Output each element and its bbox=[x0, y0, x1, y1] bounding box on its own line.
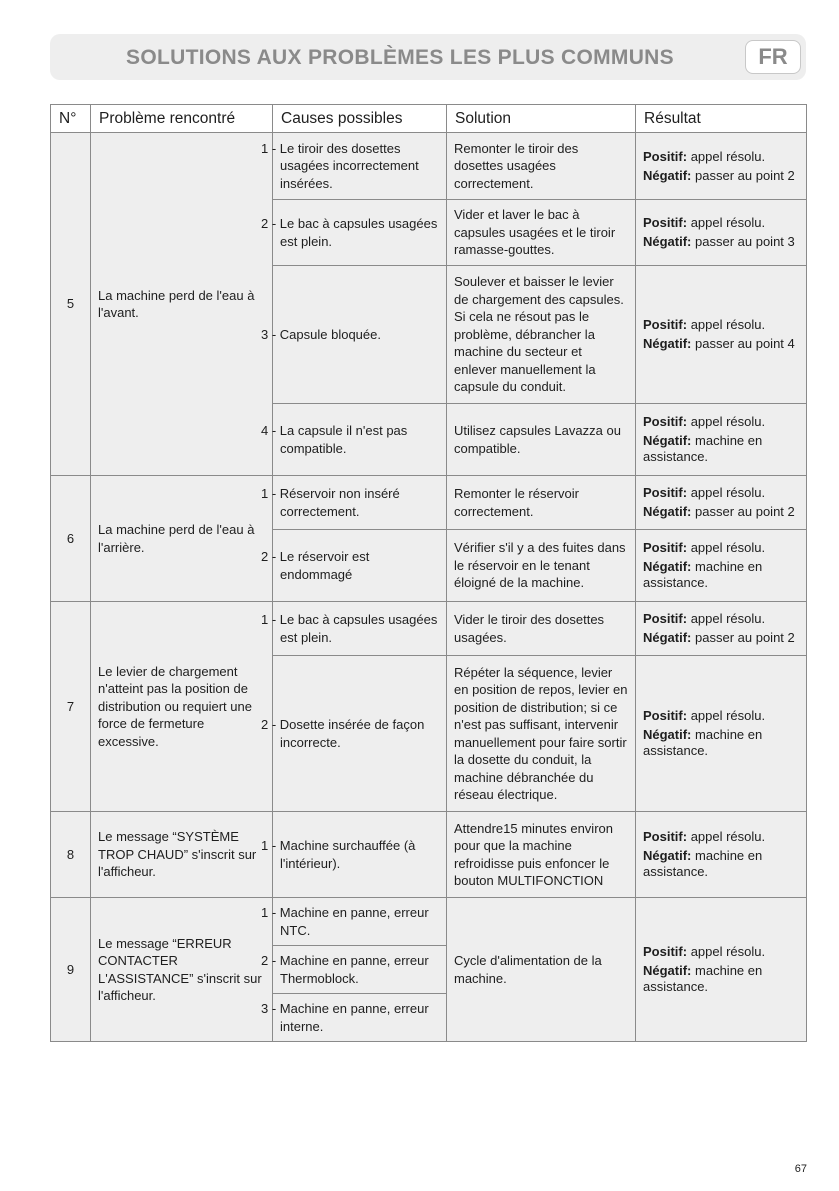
result-cell bbox=[636, 898, 807, 1042]
table-row bbox=[51, 812, 807, 898]
result-negative-label: Négatif: bbox=[643, 630, 692, 645]
result-positive-label: Positif: bbox=[643, 829, 688, 844]
result-negative-label: Négatif: bbox=[643, 504, 692, 519]
result-cell bbox=[636, 602, 807, 656]
result-positive-text: appel résolu. bbox=[690, 215, 766, 230]
problem-description: Le message “ERREUR CONTACTER L'ASSISTANCE” s'inscrit sur l'afficheur. bbox=[91, 898, 273, 1042]
cause-cell: 4 - La capsule il n'est pas compatible. bbox=[273, 404, 447, 476]
result-negative-text: passer au point 4 bbox=[695, 336, 795, 351]
problem-description: Le levier de chargement n'atteint pas la position de distribution ou requiert une force de fermeture excessive. bbox=[91, 602, 273, 812]
result-positive-text: appel résolu. bbox=[690, 611, 766, 626]
solution-cell: Cycle d'alimentation de la machine. bbox=[447, 898, 636, 1042]
result-positive-text: appel résolu. bbox=[690, 708, 766, 723]
result-positive-label: Positif: bbox=[643, 148, 688, 164]
result-positive-label: Positif: bbox=[643, 944, 688, 959]
result-positive-text: appel résolu. bbox=[690, 485, 766, 500]
cause-cell: 1 - Le tiroir des dosettes usagées incorrectement insérées. bbox=[273, 133, 447, 200]
solution-cell: Attendre15 minutes environ pour que la machine refroidisse puis enfoncer le bouton MULTIFONCTION bbox=[447, 812, 636, 898]
table-row bbox=[51, 602, 807, 656]
problem-description: La machine perd de l'eau à l'avant. bbox=[91, 133, 273, 476]
result-cell bbox=[636, 476, 807, 530]
header-bar bbox=[50, 34, 806, 80]
result-positive-text: appel résolu. bbox=[690, 148, 766, 164]
problem-number: 5 bbox=[51, 133, 91, 476]
table-header-row bbox=[51, 105, 807, 133]
result-positive-text: appel résolu. bbox=[690, 414, 766, 429]
solution-cell: Utilisez capsules Lavazza ou compatible. bbox=[447, 404, 636, 476]
result-cell bbox=[636, 530, 807, 602]
result-negative-text: passer au point 2 bbox=[695, 630, 795, 645]
column-header-result: Résultat bbox=[636, 105, 807, 133]
table-row bbox=[51, 898, 807, 946]
language-badge: FR bbox=[745, 40, 801, 74]
cause-cell: 2 - Le bac à capsules usagées est plein. bbox=[273, 200, 447, 266]
solution-cell: Soulever et baisser le levier de chargement des capsules. Si cela ne résout pas le problème, débrancher la machine du secteur et enlever manuellement la capsule du conduit. bbox=[447, 266, 636, 404]
result-negative-text: machine en assistance. bbox=[643, 727, 763, 758]
result-positive-text: appel résolu. bbox=[690, 540, 766, 555]
result-positive-label: Positif: bbox=[643, 485, 688, 500]
result-cell bbox=[636, 812, 807, 898]
solution-cell: Vérifier s'il y a des fuites dans le réservoir en le tenant éloigné de la machine. bbox=[447, 530, 636, 602]
result-negative-text: machine en assistance. bbox=[643, 848, 763, 879]
result-negative-text: machine en assistance. bbox=[643, 559, 763, 590]
column-header-solution: Solution bbox=[447, 105, 636, 133]
cause-cell: 1 - Machine surchauffée (à l'intérieur). bbox=[273, 812, 447, 898]
problem-description: La machine perd de l'eau à l'arrière. bbox=[91, 476, 273, 602]
column-header-causes: Causes possibles bbox=[273, 105, 447, 133]
result-negative-label: Négatif: bbox=[643, 167, 692, 183]
result-cell bbox=[636, 133, 807, 200]
solution-cell: Répéter la séquence, levier en position de repos, levier en position de distribution; si ce n'est pas suffisant, intervenir manuellement pour faire sortir la dosette du conduit, la machine débranchée du réseau électrique. bbox=[447, 656, 636, 812]
column-header-problem: Problème rencontré bbox=[91, 105, 273, 133]
problem-number: 9 bbox=[51, 898, 91, 1042]
result-positive-label: Positif: bbox=[643, 611, 688, 626]
result-negative-text: passer au point 2 bbox=[695, 167, 795, 183]
troubleshooting-table bbox=[50, 104, 807, 1042]
result-negative-text: machine en assistance. bbox=[643, 433, 763, 464]
solution-cell: Vider et laver le bac à capsules usagées et le tiroir ramasse-gouttes. bbox=[447, 200, 636, 266]
result-negative-text: machine en assistance. bbox=[643, 963, 763, 994]
page-title: SOLUTIONS AUX PROBLÈMES LES PLUS COMMUNS bbox=[126, 46, 674, 69]
result-positive-label: Positif: bbox=[643, 215, 688, 230]
problem-number: 7 bbox=[51, 602, 91, 812]
result-negative-label: Négatif: bbox=[643, 848, 692, 863]
result-positive-label: Positif: bbox=[643, 708, 688, 723]
table-row bbox=[51, 476, 807, 530]
result-positive-text: appel résolu. bbox=[690, 317, 766, 332]
result-negative-label: Négatif: bbox=[643, 559, 692, 574]
table-row bbox=[51, 133, 807, 200]
result-negative-label: Négatif: bbox=[643, 234, 692, 249]
result-cell bbox=[636, 200, 807, 266]
result-cell bbox=[636, 656, 807, 812]
column-header-number: N° bbox=[51, 105, 91, 133]
cause-cell: 3 - Machine en panne, erreur interne. bbox=[273, 994, 447, 1042]
result-negative-text: passer au point 2 bbox=[695, 504, 795, 519]
solution-cell: Remonter le réservoir correctement. bbox=[447, 476, 636, 530]
result-negative-label: Négatif: bbox=[643, 336, 692, 351]
result-positive-label: Positif: bbox=[643, 540, 688, 555]
cause-cell: 1 - Machine en panne, erreur NTC. bbox=[273, 898, 447, 946]
result-negative-label: Négatif: bbox=[643, 963, 692, 978]
result-negative-text: passer au point 3 bbox=[695, 234, 795, 249]
cause-cell: 3 - Capsule bloquée. bbox=[273, 266, 447, 404]
cause-cell: 2 - Machine en panne, erreur Thermoblock. bbox=[273, 946, 447, 994]
result-cell bbox=[636, 404, 807, 476]
result-positive-label: Positif: bbox=[643, 414, 688, 429]
solution-cell: Remonter le tiroir des dosettes usagées correctement. bbox=[447, 133, 636, 200]
result-positive-label: Positif: bbox=[643, 317, 688, 332]
result-positive-text: appel résolu. bbox=[690, 829, 766, 844]
result-cell bbox=[636, 266, 807, 404]
problem-number: 8 bbox=[51, 812, 91, 898]
solution-cell: Vider le tiroir des dosettes usagées. bbox=[447, 602, 636, 656]
problem-description: Le message “SYSTÈME TROP CHAUD” s'inscrit sur l'afficheur. bbox=[91, 812, 273, 898]
cause-cell: 1 - Le bac à capsules usagées est plein. bbox=[273, 602, 447, 656]
result-negative-label: Négatif: bbox=[643, 727, 692, 742]
page-number: 67 bbox=[794, 1163, 807, 1175]
result-positive-text: appel résolu. bbox=[690, 944, 766, 959]
cause-cell: 1 - Réservoir non inséré correctement. bbox=[273, 476, 447, 530]
result-negative-label: Négatif: bbox=[643, 433, 692, 448]
cause-cell: 2 - Le réservoir est endommagé bbox=[273, 530, 447, 602]
problem-number: 6 bbox=[51, 476, 91, 602]
cause-cell: 2 - Dosette insérée de façon incorrecte. bbox=[273, 656, 447, 812]
